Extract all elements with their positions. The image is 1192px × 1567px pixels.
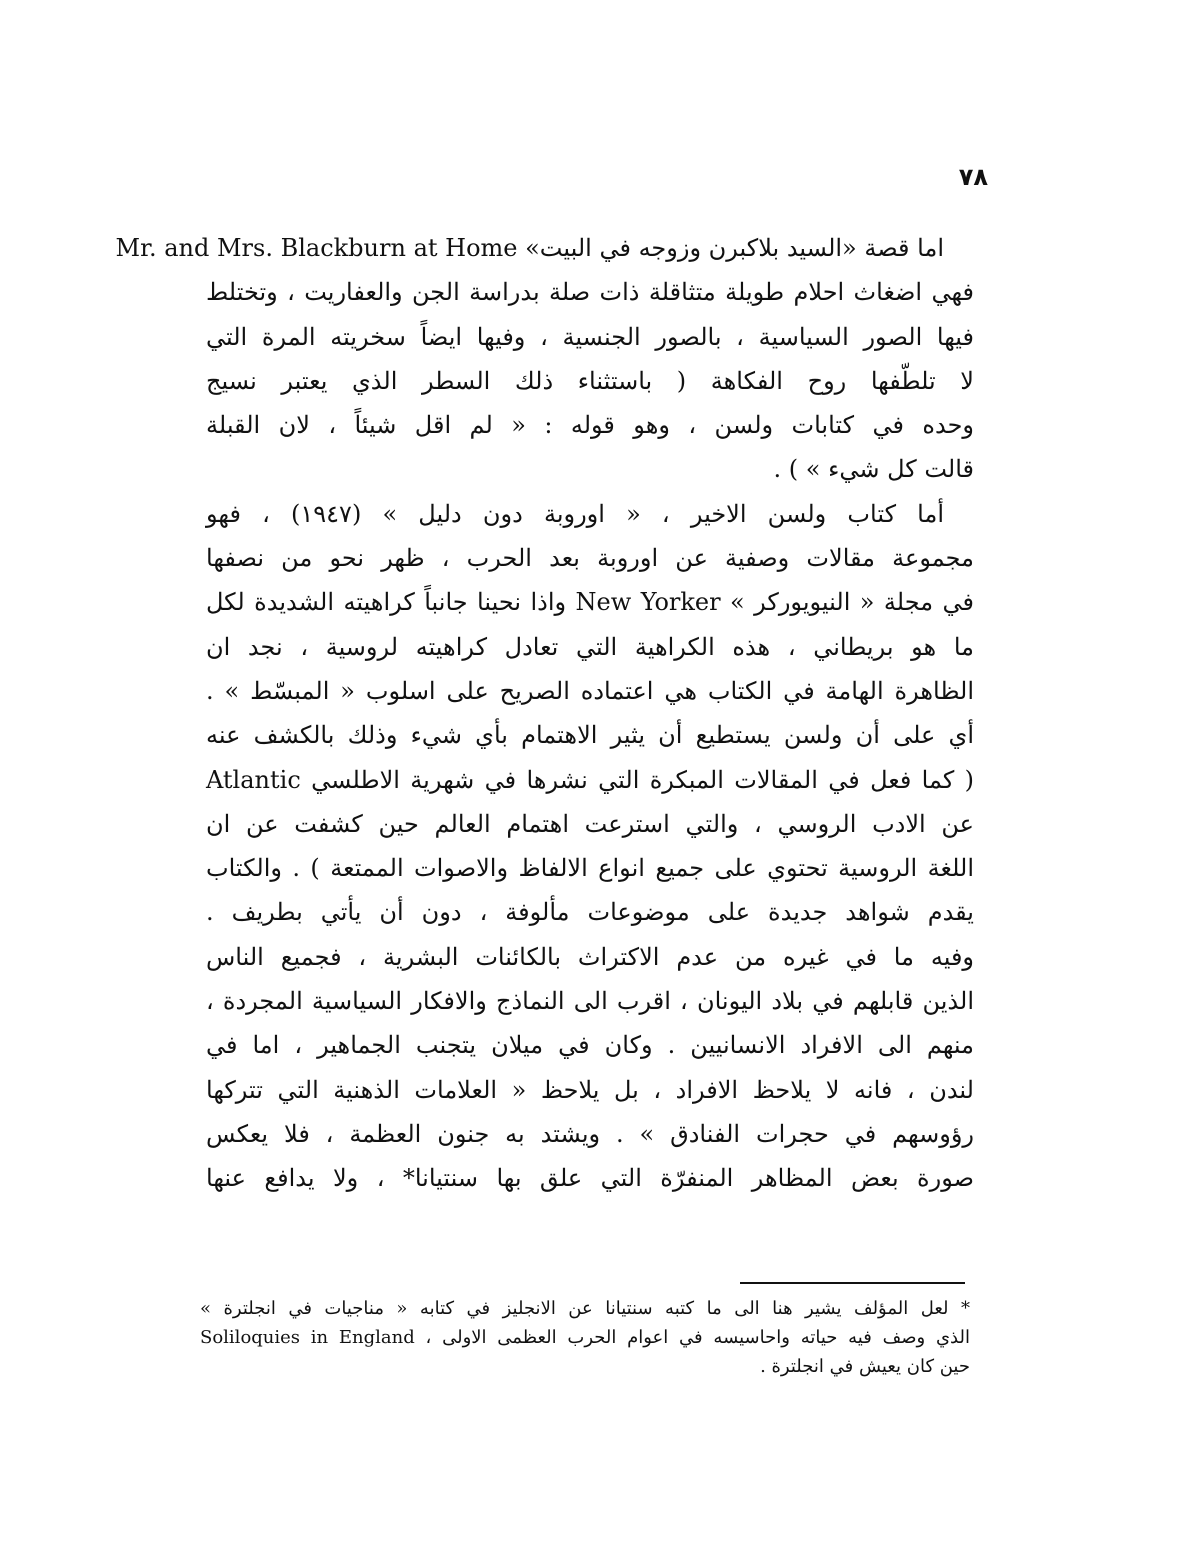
text-line: عن الادب الروسي ، والتي استرعت اهتمام العالم حين كشفت عن ان <box>206 809 974 838</box>
text-line: اما قصة «السيد بلاكبرن وزوجه في البيت» Mr. and Mrs. Blackburn at Home <box>115 234 944 262</box>
text-line: ما هو بريطاني ، هذه الكراهية التي تعادل كراهيته لروسية ، نجد ان <box>206 632 974 661</box>
text-line: صورة بعض المظاهر المنفرّة التي علق بها سنتيانا* ، ولا يدافع عنها <box>206 1164 974 1193</box>
text-line: وحده في كتابات ولسن ، وهو قوله : « لم اقل شيئاً ، لان القبلة <box>206 411 974 440</box>
footnote-line: * لعل المؤلف يشير هنا الى ما كتبه سنتيانا عن الانجليز في كتابه « مناجيات في انجلترة » <box>200 1298 970 1319</box>
text-line: أي على أن ولسن يستطيع أن يثير الاهتمام بأي شيء وذلك بالكشف عنه <box>206 721 974 750</box>
text-line: فيها الصور السياسية ، بالصور الجنسية ، وفيها ايضاً سخريته المرة التي <box>206 322 974 351</box>
text-line: فهي اضغاث احلام طويلة متثاقلة ذات صلة بدراسة الجن والعفاريت ، وتختلط <box>206 278 974 307</box>
footnote-line: حين كان يعيش في انجلترة . <box>760 1356 970 1377</box>
body-text <box>115 226 975 1201</box>
text-line: اللغة الروسية تحتوي على جميع انواع الالفاظ والاصوات الممتعة ) . والكتاب <box>206 854 974 883</box>
text-line: قالت كل شيء » ) . <box>773 455 974 484</box>
text-line: ( كما فعل في المقالات المبكرة التي نشرها في شهرية الاطلسي Atlantic <box>206 765 974 794</box>
text-line: رؤوسهم في حجرات الفنادق » . ويشتد به جنون العظمة ، فلا يعكس <box>206 1119 974 1148</box>
text-line: في مجلة « النيويوركر » New Yorker واذا نحينا جانباً كراهيته الشديدة لكل <box>206 588 974 617</box>
footnote-line: Soliloquies in England ، الذي وصف فيه حياته واحاسيسه في اعوام الحرب العظمى الاولى <box>200 1327 970 1348</box>
text-line: الذين قابلهم في بلاد اليونان ، اقرب الى النماذج والافكار السياسية المجردة ، <box>206 987 974 1016</box>
text-line: لندن ، فانه لا يلاحظ الافراد ، بل يلاحظ « العلامات الذهنية التي تتركها <box>206 1075 974 1104</box>
footnotes <box>200 1294 970 1381</box>
page-number: ٧٨ <box>958 163 988 191</box>
text-line: الظاهرة الهامة في الكتاب هي اعتماده الصريح على اسلوب « المبسّط » . <box>206 676 974 705</box>
text-line: لا تلطّفها روح الفكاهة ( باستثناء ذلك السطر الذي يعتبر نسيج <box>206 366 974 395</box>
text-line: أما كتاب ولسن الاخير ، « اوروبة دون دليل » (١٩٤٧) ، فهو <box>206 499 944 528</box>
footnote-rule <box>740 1282 965 1284</box>
text-line: منهم الى الافراد الانسانيين . وكان في ميلان يتجنب الجماهير ، اما في <box>206 1031 974 1060</box>
text-line: مجموعة مقالات وصفية عن اوروبة بعد الحرب ، ظهر نحو من نصفها <box>206 544 974 573</box>
text-line: وفيه ما في غيره من عدم الاكتراث بالكائنات البشرية ، فجميع الناس <box>206 942 975 971</box>
text-line: يقدم شواهد جديدة على موضوعات مألوفة ، دون أن يأتي بطريف . <box>206 898 974 927</box>
